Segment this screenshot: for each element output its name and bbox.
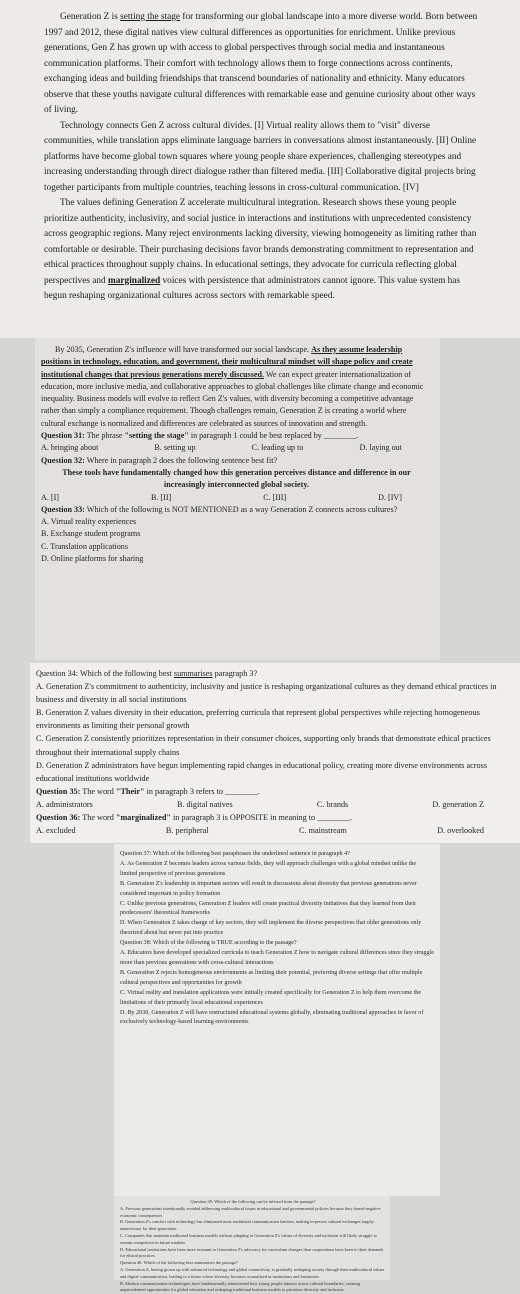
word-marginalized: marginalized (108, 275, 161, 286)
question-35-options (36, 798, 514, 811)
question-35-word: "Their" (115, 786, 145, 796)
paragraph-1-text: Generation Z is (60, 12, 121, 22)
question-32-number: Question 32: (41, 455, 85, 465)
option-b[interactable]: B. Generation Z values diversity in their education, preferring curricula that represent global perspectives while rejecting homogeneous environments as limiting their personal growth (36, 708, 480, 731)
phrase-setting-the-stage: setting the stage (120, 12, 181, 22)
option-a[interactable]: A. administrators (36, 799, 93, 809)
option-d[interactable]: D. generation Z (432, 799, 484, 809)
option-a[interactable]: A. bringing about (41, 443, 99, 453)
question-36-number: Question 36: (36, 813, 81, 823)
option-b[interactable]: B. digital natives (177, 799, 233, 809)
option-b[interactable]: B. Generation Z's leadership in important sectors will result in discussions about diversity that previous generations never considered important in policy formation (120, 880, 417, 897)
option-b[interactable]: B. Generation Z rejects homogeneous environments as limiting their potential, preferring diverse settings that offer multiple cultural perspectives and opportunities for growth (120, 969, 423, 986)
option-d[interactable]: D. By 2030, Generation Z will have restructured educational systems globally, eliminating traditional approaches in favor of exclusively technology-based learning environments (120, 1009, 424, 1026)
question-36 (36, 811, 514, 824)
question-31 (41, 430, 432, 442)
paragraph-4 (41, 344, 432, 430)
passage-section-2 (35, 338, 440, 660)
question-36-text-cont: in paragraph 3 is OPPOSITE in meaning to ________. (170, 813, 352, 823)
option-a[interactable]: A. Previous generations intentionally avoided addressing multicultural issues in educational and governmental policies because they feared negative economic consequences (120, 1205, 381, 1218)
option-c[interactable]: C. Translation applications (41, 541, 129, 551)
question-31-text-cont: in paragraph 1 could be best replaced by ________. (188, 431, 359, 441)
option-b[interactable]: B. [II] (150, 492, 172, 502)
question-34-text-cont: paragraph 3? (212, 669, 258, 678)
question-39: Question 39: Which of the following can be inferred from the passage? (190, 1199, 316, 1204)
option-a[interactable]: A. [I] (41, 492, 59, 502)
passage-section-1 (0, 0, 520, 338)
option-a[interactable]: A. Generation Z, having grown up with advanced technology and global connectivity, is gradually reshaping society through their multicultural values and digital communication, leading to a future where diversity becomes normalized in institutions and businesses (120, 1266, 385, 1279)
question-33 (41, 504, 432, 516)
question-33-number: Question 33: (41, 504, 85, 514)
question-37: Question 37: Which of the following best paraphrases the underlined sentence in paragraph 4? (120, 851, 350, 857)
question-31-options (41, 442, 432, 454)
option-d[interactable]: D. Generation Z administrators have begun implementing rapid changes in educational policy, creating more diverse environments across educational institutions worldwide (36, 760, 488, 783)
question-35 (36, 785, 514, 798)
option-d[interactable]: D. laying out (359, 443, 402, 453)
question-38: Question 38: Which of the following is TRUE according to the passage? (120, 940, 297, 947)
paragraph-4-text-cont: We can expect greater internationalization of education, more inclusive media, and collaborative approaches to global challenges like climate change and economic inequality. Business models will evolve to reflect Gen Z's values, with diversity becoming a competitive advantage rather than simply a compliance requirement. Though challenges remain, Generation Z is creating a world where cultural exchange is normalized and differences are celebrated as sources of innovation and strength. (41, 369, 424, 428)
question-34-text: Question 34: Which of the following best (36, 669, 174, 678)
underlined-sentence: As they assume leadership positions in technology, education, and government, their multicultural mindset will shape policy and create institutional changes that previous generations merely discussed. (41, 345, 413, 379)
paragraph-1 (44, 10, 480, 119)
question-35-number: Question 35: (36, 786, 81, 796)
question-32-options (41, 492, 432, 504)
paragraph-3-text: The values defining Generation Z accelerate multicultural integration. Research shows these young people prioritize authenticity, inclusivity, and social justice in interactions and institutions with unprecedented consistency across geographic regions. Many reject environments lacking diversity, viewing homogeneity as limiting rather than comfortable or desirable. Their purchasing decisions favor brands demonstrating commitment to representation and ethical practices throughout supply chains. In educational settings, they advocate for curricula reflecting global perspectives and (44, 198, 477, 286)
question-32 (41, 455, 432, 467)
option-d[interactable]: D. When Generation Z takes charge of key sectors, they will implement the diverse perspectives that older generations only theorized about but never put into practice (120, 920, 422, 937)
word-summarises: summarises (173, 669, 213, 678)
option-b[interactable]: B. peripheral (165, 826, 209, 836)
question-35-text-cont: in paragraph 3 refers to ________. (144, 786, 260, 796)
option-a[interactable]: A. excluded (36, 826, 76, 836)
option-b[interactable]: B. Generation Z's comfort with technology has eliminated most traditional communication barriers, making in-person cultural exchanges largely unnecessary for their generation (120, 1219, 374, 1232)
question-40: Question 40: Which of the following best summarises the passage? (120, 1260, 238, 1266)
paragraph-3 (44, 196, 480, 305)
question-35-text: The word (80, 786, 116, 796)
option-d[interactable]: D. Educational institutions have been more resistant to Generation Z's advocacy for curriculum changes than corporations have been to their demands for ethical practices (120, 1246, 384, 1259)
question-36-text: The word (80, 813, 116, 823)
option-a[interactable]: A. Generation Z's commitment to authenticity, inclusivity and justice is reshaping organizational cultures as they demand ethical practices in business and diversity in all social institutions (36, 682, 497, 705)
paragraph-2: Technology connects Gen Z across cultural divides. [I] Virtual reality allows them to "visit" diverse communities, while translation apps eliminate language barriers in conversations almost instantaneously. [II] Online platforms have become global town squares where young people share experiences, challenging stereotypes and increasing understanding through direct dialogue rather than filtered media. [III] Collaborative digital projects bring together participants from multiple countries, teaching lessons in cross-cultural communication. [IV] (44, 120, 477, 193)
option-c[interactable]: C. mainstream (299, 826, 347, 836)
question-33-text: Which of the following is NOT MENTIONED as a way Generation Z connects across cultures? (84, 504, 398, 514)
option-d[interactable]: D. Online platforms for sharing (41, 554, 144, 564)
questions-section-37-38 (114, 844, 440, 1196)
option-c[interactable]: C. Unlike previous generations, Generation Z leaders will create practical diversity initiatives that they learned from their predecessors' theoretical frameworks (120, 900, 417, 917)
option-d[interactable]: D. overlooked (437, 826, 484, 836)
questions-section-34-36 (30, 663, 520, 843)
questions-section-39-40 (114, 1196, 390, 1293)
paragraph-3-text-cont: voices with persistence that administrators cannot ignore. This value system has begun reshaping organizational cultures across sectors with remarkable speed. (44, 275, 461, 301)
option-a[interactable]: A. Educators have developed specialized curricula to teach Generation Z how to navigate cultural differences since they struggle more than previous generations with cross-cultural interactions (120, 950, 434, 966)
option-a[interactable]: A. Virtual reality experiences (41, 517, 137, 527)
question-31-number: Question 31: (41, 431, 85, 441)
option-b[interactable]: B. setting up (154, 443, 196, 453)
question-36-options (36, 824, 514, 837)
paragraph-1-text-cont: for transforming our global landscape into a more diverse world. Born between 1997 and 2012, these digital natives view cultural differences as opportunities for enrichment. Unlike previous generations, Gen Z has grown up with access to global perspectives through social media and instantaneous communication platforms. Their comfort with technology allows them to forge connections across continents, exchanging ideas and building friendships that transcend boundaries of nationality and ethnicity. Many educators observe that these youths navigate cultural differences with remarkable ease and genuine curiosity about other ways of living. (44, 12, 478, 115)
option-c[interactable]: C. brands (316, 799, 349, 809)
option-c[interactable]: C. Generation Z consistently prioritizes representation in their consumer choices, supporting only brands that demonstrate ethical practices throughout their international supply chains (36, 734, 491, 757)
option-c[interactable]: C. Companies that maintain traditional business models without adapting to Generation Z's values of diversity and inclusion will likely struggle to remain competitive in future markets (120, 1232, 377, 1245)
question-36-word: "marginalized" (115, 813, 171, 823)
option-b[interactable]: B. Exchange student programs (41, 529, 141, 539)
option-b[interactable]: B. Modern communication technologies have fundamentally transformed how young people interact across cultural boundaries, creating unprecedented opportunities for global education and reshaping traditional business models to prioritize diversity and inclusion (120, 1280, 360, 1293)
option-a[interactable]: A. As Generation Z becomes leaders across various fields, they will approach challenges with a global mindset unlike the limited perspective of previous generations (120, 860, 417, 877)
question-31-phrase: "setting the stage" (124, 431, 189, 441)
option-c[interactable]: C. Virtual reality and translation applications were initially created specifically for Generation Z to help them overcome the limitations of their primarily local educational experiences (120, 989, 422, 1006)
question-34 (36, 667, 514, 680)
question-32-sentence: These tools have fundamentally changed how this generation perceives distance and difference in our increasingly interconnected global society. (62, 467, 411, 490)
question-32-text: Where in paragraph 2 does the following sentence best fit? (84, 455, 278, 465)
option-c[interactable]: C. [III] (263, 492, 287, 502)
option-c[interactable]: C. leading up to (251, 443, 304, 453)
option-d[interactable]: D. [IV] (378, 492, 402, 502)
question-31-text: The phrase (84, 431, 125, 441)
paragraph-4-text: By 2035, Generation Z's influence will have transformed our social landscape. (55, 345, 312, 354)
